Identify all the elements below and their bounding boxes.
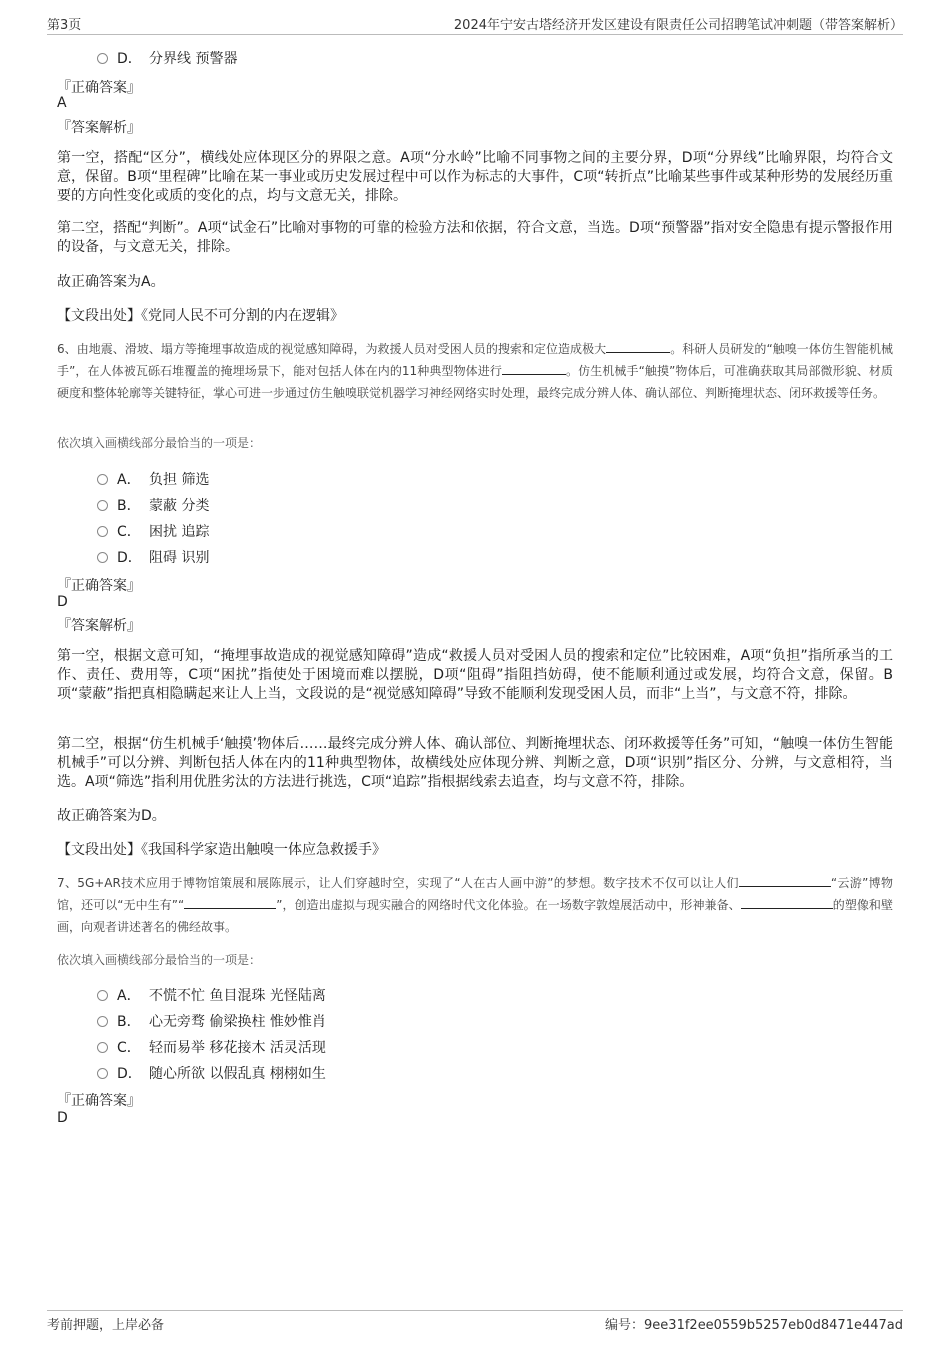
document-title: 2024年宁安古塔经济开发区建设有限责任公司招聘笔试冲刺题（带答案解析）: [453, 18, 903, 33]
document-id: 编号：9ee31f2ee0559b5257eb0d8471e447ad: [605, 1318, 903, 1333]
fill-blank: [184, 896, 276, 909]
q6-option-a[interactable]: A． 负担 筛选: [97, 469, 209, 489]
q7-option-a[interactable]: A． 不慌不忙 鱼目混珠 光怪陆离: [97, 985, 326, 1005]
q6-analysis-label: 『答案解析』: [57, 618, 141, 634]
fill-blank: [739, 874, 831, 887]
q5-option-d[interactable]: D． 分界线 预警器: [97, 48, 237, 68]
q6-answer: D: [57, 594, 68, 610]
radio-icon[interactable]: [97, 990, 108, 1001]
fill-blank: [741, 896, 833, 909]
q6-source: 【文段出处】《我国科学家造出触嗅一体应急救援手》: [57, 842, 386, 858]
radio-icon[interactable]: [97, 526, 108, 537]
q6-analysis-p2: 第二空，根据“仿生机械手‘触摸’物体后……最终完成分辨人体、确认部位、判断掩埋状态、闭环救援等任务”可知，“触嗅一体仿生智能机械手”可以分辨、判断包括人体在内的11种典型物体，故横线处应体现分辨、判断之意，D项“识别”指区分、分辨，与文意相符，当选。A项“筛选”指利用优胜劣汰的方法进行挑选，C项“追踪”指根据线索去追查，均与文意不符，排除。: [57, 736, 893, 790]
q7-option-d[interactable]: D． 随心所欲 以假乱真 栩栩如生: [97, 1063, 326, 1083]
q7-answer: D: [57, 1110, 68, 1126]
q6-option-c[interactable]: C． 困扰 追踪: [97, 521, 209, 541]
q6-option-b[interactable]: B． 蒙蔽 分类: [97, 495, 209, 515]
q5-source: 【文段出处】《党同人民不可分割的内在逻辑》: [57, 308, 344, 324]
q5-answer-label: 『正确答案』: [57, 80, 141, 96]
page-header: [47, 14, 903, 35]
q7-option-b[interactable]: B． 心无旁骛 偷梁换柱 惟妙惟肖: [97, 1011, 326, 1031]
q6-option-d[interactable]: D． 阻碍 识别: [97, 547, 209, 567]
radio-icon[interactable]: [97, 500, 108, 511]
q6-stem: 6、由地震、滑坡、塌方等掩埋事故造成的视觉感知障碍，为救援人员对受困人员的搜索和定位造成极大 。科研人员研发的“触嗅一体仿生智能机械手”，在人体被瓦砾石堆覆盖的掩埋场景下，能对包括人体在内的11种典型物体进行 。仿生机械手“触摸”物体后，可准确获取其局部微形貌、材质硬度和整体轮廓等关键特征，掌心可进一步通过仿生触嗅联觉机器学习神经网络实时处理，最终完成分辨人体、确认部位、判断掩埋状态、闭环救援等任务。: [57, 342, 894, 400]
footer-slogan: 考前押题，上岸必备: [47, 1318, 165, 1333]
fill-blank: [606, 340, 670, 353]
q7-answer-label: 『正确答案』: [57, 1093, 141, 1109]
q5-analysis-p2: 第二空，搭配“判断”。A项“试金石”比喻对事物的可靠的检验方法和依据，符合文意，当选。D项“预警器”指对安全隐患有提示警报作用的设备，与文意无关，排除。: [57, 220, 893, 255]
q6-conclusion: 故正确答案为D。: [57, 808, 166, 824]
radio-icon[interactable]: [97, 1016, 108, 1027]
q6-answer-label: 『正确答案』: [57, 578, 141, 594]
radio-icon[interactable]: [97, 552, 108, 563]
page-footer: [47, 1310, 903, 1333]
radio-icon[interactable]: [97, 1068, 108, 1079]
page-number: 第3页: [47, 18, 82, 33]
q6-analysis-p1: 第一空，根据文意可知，“掩埋事故造成的视觉感知障碍”造成“救援人员对受困人员的搜索和定位”比较困难，A项“负担”指所承当的工作、责任、费用等，C项“困扰”指使处于困境而难以摆脱，D项“阻碍”指阻挡妨碍，使不能顺利通过或发展，均符合文意，保留。B项“蒙蔽”指把真相隐瞒起来让人上当，文段说的是“视觉感知障碍”导致不能顺利发现受困人员，而非“上当”，与文意不符，排除。: [57, 648, 893, 702]
q6-prompt: 依次填入画横线部分最恰当的一项是：: [57, 436, 262, 450]
q5-conclusion: 故正确答案为A。: [57, 274, 165, 290]
fill-blank: [502, 362, 566, 375]
q5-answer: A: [57, 95, 67, 111]
radio-icon[interactable]: [97, 1042, 108, 1053]
q5-analysis-label: 『答案解析』: [57, 120, 141, 136]
q7-prompt: 依次填入画横线部分最恰当的一项是：: [57, 953, 262, 967]
q5-analysis-p1: 第一空，搭配“区分”，横线处应体现区分的界限之意。A项“分水岭”比喻不同事物之间的主要分界，D项“分界线”比喻界限，均符合文意，保留。B项“里程碑”比喻在某一事业或历史发展过程中可以作为标志的大事件，C项“转折点”比喻某些事件或某种形势的发展经历重要的方向性变化或质的变化的点，均与文意无关，排除。: [57, 150, 893, 204]
radio-icon[interactable]: [97, 474, 108, 485]
q7-stem: 7、5G+AR技术应用于博物馆策展和展陈展示，让人们穿越时空，实现了“人在古人画中游”的梦想。数字技术不仅可以让人们 “云游”博物馆，还可以“无中生有”“ ”，创造出虚拟与现实融合的网络时代文化体验。在一场数字敦煌展活动中，形神兼备、 的塑像和壁画，向观者讲述著名的佛经故事。: [57, 876, 894, 934]
radio-icon[interactable]: [97, 53, 108, 64]
q7-option-c[interactable]: C． 轻而易举 移花接木 活灵活现: [97, 1037, 326, 1057]
